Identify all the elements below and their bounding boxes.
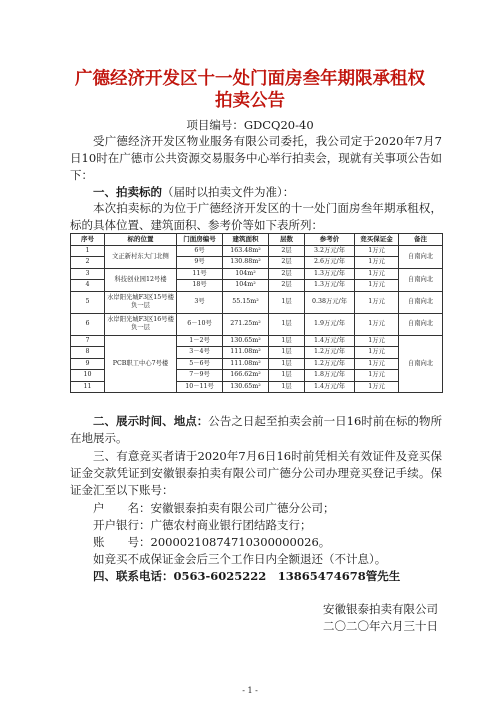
area-cell: 111.08m² — [223, 347, 269, 359]
price-cell: 1.9万元/年 — [305, 313, 355, 335]
floor-cell: 1层 — [269, 313, 305, 335]
floor-cell: 1层 — [269, 335, 305, 347]
deposit-cell: 1万元 — [355, 280, 399, 292]
section-1-note: （届时以拍卖文件为准）： — [162, 185, 295, 199]
section-1-title: 一、拍卖标的 — [93, 185, 162, 199]
section-1-text: 本次拍卖标的为位于广德经济开发区的十一处门面房叁年期承租权，标的具体位置、建筑面积、参考价等如下表所列： — [70, 201, 442, 232]
row-number: 11 — [71, 381, 105, 393]
floor-cell: 2层 — [269, 268, 305, 280]
price-cell: 1.3万元/年 — [305, 280, 355, 292]
unit-cell: 3－4号 — [177, 347, 223, 359]
price-cell: 1.2万元/年 — [305, 347, 355, 359]
title-line-1: 广德经济开发区十一处门面房叁年期限承租权 — [75, 69, 425, 89]
table-row — [71, 245, 443, 257]
deposit-cell: 1万元 — [355, 370, 399, 382]
remark-cell: 自南向北 — [399, 335, 443, 393]
unit-cell: 9号 — [177, 257, 223, 269]
row-number: 8 — [71, 347, 105, 359]
header-cell: 序号 — [71, 234, 105, 246]
deposit-cell: 1万元 — [355, 268, 399, 280]
floor-cell: 2层 — [269, 245, 305, 257]
row-number: 5 — [71, 291, 105, 313]
unit-cell: 6－10号 — [177, 313, 223, 335]
area-cell: 130.88m² — [223, 257, 269, 269]
area-cell: 166.62m² — [223, 370, 269, 382]
table-row — [71, 335, 443, 347]
area-cell: 104m² — [223, 268, 269, 280]
account-bank: 开户银行：广德农村商业银行团结路支行； — [93, 518, 312, 532]
price-cell: 0.38万元/年 — [305, 291, 355, 313]
area-cell: 271.25m² — [223, 313, 269, 335]
floor-cell: 1层 — [269, 291, 305, 313]
section-1-heading — [93, 184, 294, 201]
signature-company: 安徽银泰拍卖有限公司 — [323, 602, 438, 616]
floor-cell: 1层 — [269, 370, 305, 382]
header-cell: 建筑面积 — [223, 234, 269, 246]
area-cell: 55.15m² — [223, 291, 269, 313]
unit-cell: 18号 — [177, 280, 223, 292]
header-cell: 标的位置 — [105, 234, 177, 246]
floor-cell: 2层 — [269, 280, 305, 292]
remark-cell: 自南向北 — [399, 291, 443, 313]
intro-paragraph: 受广德经济开发区物业服务有限公司委托，我公司定于2020年7月7日10时在广德市公共资源交易服务中心举行拍卖会，现就有关事项公告如下： — [70, 134, 442, 182]
floor-cell: 1层 — [269, 381, 305, 393]
location-cell: 文正新村东大门北侧 — [105, 245, 177, 268]
section-2-text: 公告之日起至拍卖会前一日16时前在标的物所在地展示。 — [70, 414, 442, 445]
remark-cell: 自南向北 — [399, 268, 443, 291]
price-cell: 1.8万元/年 — [305, 370, 355, 382]
header-cell: 备注 — [399, 234, 443, 246]
deposit-cell: 1万元 — [355, 257, 399, 269]
row-number: 4 — [71, 280, 105, 292]
area-cell: 130.65m² — [223, 335, 269, 347]
unit-cell: 7－9号 — [177, 370, 223, 382]
header-cell: 参考价 — [305, 234, 355, 246]
price-cell: 1.3万元/年 — [305, 268, 355, 280]
deposit-cell: 1万元 — [355, 358, 399, 370]
section-3-text: 三、有意竞买者请于2020年7月6日16时前凭相关有效证件及竞买保证金交款凭证到安徽银泰拍卖有限公司广德分公司办理竞买登记手续。保证金汇至以下账号： — [70, 449, 442, 497]
area-cell: 104m² — [223, 280, 269, 292]
price-cell: 3.2万元/年 — [305, 245, 355, 257]
price-cell: 1.2万元/年 — [305, 358, 355, 370]
floor-cell: 1层 — [269, 347, 305, 359]
refund-note: 如竞买不成保证金会后三个工作日内全额退还（不计息）。 — [93, 552, 387, 566]
location-cell: PCB职工中心7号楼 — [105, 335, 177, 393]
area-cell: 163.48m² — [223, 245, 269, 257]
deposit-cell: 1万元 — [355, 347, 399, 359]
unit-cell: 3号 — [177, 291, 223, 313]
unit-cell: 1－2号 — [177, 335, 223, 347]
remark-cell: 自南向北 — [399, 313, 443, 335]
unit-cell: 10－11号 — [177, 381, 223, 393]
row-number: 7 — [71, 335, 105, 347]
contact-phone: 四、联系电话：0563-6025222 13865474678管先生 — [93, 569, 401, 583]
deposit-cell: 1万元 — [355, 291, 399, 313]
deposit-cell: 1万元 — [355, 381, 399, 393]
deposit-cell: 1万元 — [355, 313, 399, 335]
row-number: 1 — [71, 245, 105, 257]
floor-cell: 1层 — [269, 358, 305, 370]
row-number: 6 — [71, 313, 105, 335]
page-number: - 1 - — [242, 686, 258, 695]
deposit-cell: 1万元 — [355, 245, 399, 257]
remark-cell: 自南向北 — [399, 245, 443, 268]
location-cell: 水岸阳光城F3区16号楼负一层 — [105, 313, 177, 335]
lots-table — [70, 233, 443, 393]
unit-cell: 11号 — [177, 268, 223, 280]
row-number: 10 — [71, 370, 105, 382]
header-cell: 门面房编号 — [177, 234, 223, 246]
header-cell: 层数 — [269, 234, 305, 246]
document-title — [40, 68, 460, 112]
table-row — [71, 291, 443, 313]
row-number: 3 — [71, 268, 105, 280]
area-cell: 130.65m² — [223, 381, 269, 393]
area-cell: 111.08m² — [223, 358, 269, 370]
header-cell: 竞买保证金 — [355, 234, 399, 246]
section-2 — [70, 413, 442, 447]
price-cell: 2.6万元/年 — [305, 257, 355, 269]
account-number: 账 号：20000210874710300000026。 — [93, 535, 331, 549]
row-number: 9 — [71, 358, 105, 370]
location-cell: 科技创业园12号楼 — [105, 268, 177, 291]
signature-date: 二〇二〇年六月三十日 — [323, 619, 438, 633]
account-name: 户 名：安徽银泰拍卖有限公司广德分公司； — [93, 501, 335, 515]
floor-cell: 2层 — [269, 257, 305, 269]
table-header-row — [71, 234, 443, 246]
unit-cell: 5－6号 — [177, 358, 223, 370]
title-line-2: 拍卖公告 — [215, 91, 285, 111]
price-cell: 1.4万元/年 — [305, 381, 355, 393]
price-cell: 1.4万元/年 — [305, 335, 355, 347]
unit-cell: 6号 — [177, 245, 223, 257]
location-cell: 水岸阳光城F3区15号楼负一层 — [105, 291, 177, 313]
row-number: 2 — [71, 257, 105, 269]
project-number: 项目编号：GDCQ20-40 — [186, 118, 314, 132]
table-row — [71, 313, 443, 335]
table-row — [71, 268, 443, 280]
deposit-cell: 1万元 — [355, 335, 399, 347]
section-2-title: 二、展示时间、地点： — [93, 414, 209, 428]
